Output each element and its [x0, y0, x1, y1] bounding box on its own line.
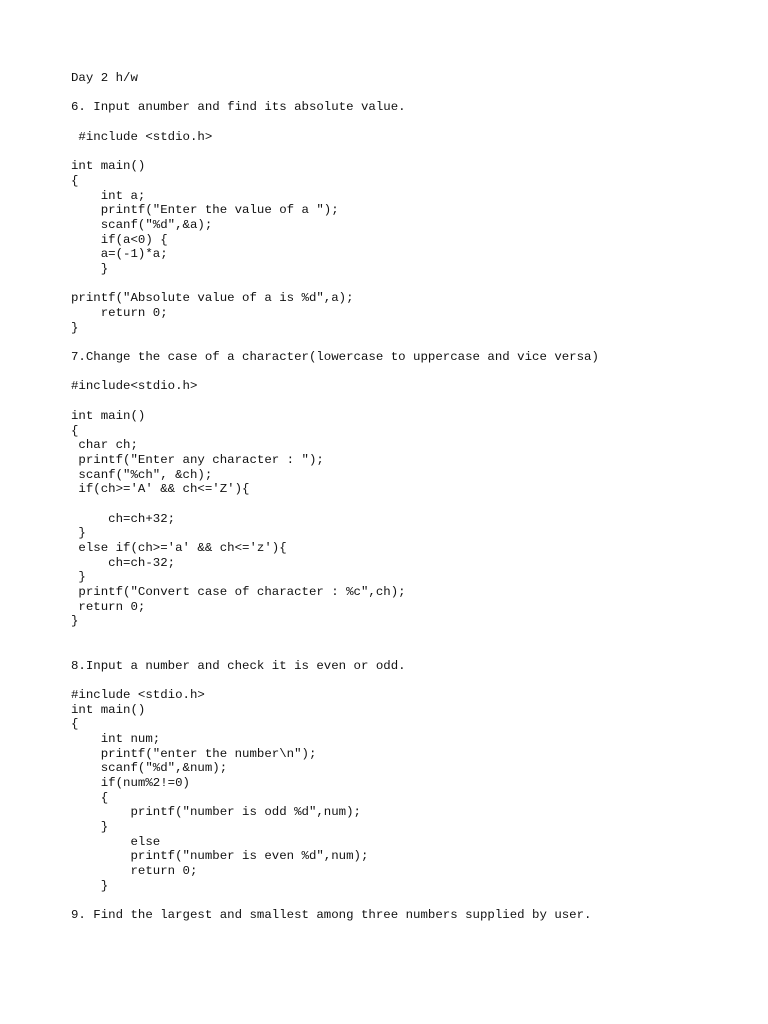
text-line: Day 2 h/w	[71, 71, 138, 85]
text-line: 7.Change the case of a character(lowercase to uppercase and vice versa)	[71, 350, 599, 365]
blank-line	[71, 277, 751, 292]
text-line: scanf("%d",&num);	[71, 761, 228, 776]
text-line: return 0;	[71, 599, 146, 614]
text-line: printf("Convert case of character : %c",ch);	[71, 585, 406, 600]
text-line: {	[71, 790, 109, 805]
text-line: scanf("%ch", &ch);	[71, 467, 213, 482]
text-line: 6. Input anumber and find its absolute value.	[71, 100, 406, 115]
text-line: printf("Enter the value of a ");	[71, 203, 339, 218]
text-line: return 0;	[71, 306, 168, 320]
blank-line	[71, 335, 751, 350]
text-line: printf("enter the number\n");	[71, 746, 317, 761]
text-line: char ch;	[71, 438, 138, 453]
text-line: ch=ch+32;	[71, 511, 176, 526]
text-line: 9. Find the largest and smallest among three numbers supplied by user.	[71, 908, 592, 923]
text-line: {	[71, 173, 79, 188]
text-line: printf("Enter any character : ");	[71, 452, 324, 467]
text-line: }	[71, 614, 79, 629]
text-line: int num;	[71, 731, 161, 746]
document-page	[71, 71, 751, 923]
text-line: ch=ch-32;	[71, 555, 176, 570]
text-line: }	[71, 526, 86, 541]
text-line: int main()	[71, 408, 146, 423]
blank-line	[71, 497, 751, 512]
text-line: if(ch>='A' && ch<='Z'){	[71, 482, 250, 497]
blank-line	[71, 86, 751, 101]
text-line: }	[71, 261, 109, 276]
text-line: #include <stdio.h>	[71, 129, 213, 144]
text-line: if(num%2!=0)	[71, 776, 190, 790]
text-line: a=(-1)*a;	[71, 247, 168, 262]
blank-line	[71, 629, 751, 644]
blank-line	[71, 673, 751, 688]
text-line: int main()	[71, 702, 146, 717]
text-line: }	[71, 320, 79, 335]
text-line: #include <stdio.h>	[71, 687, 205, 702]
text-line: int main()	[71, 159, 146, 174]
blank-line	[71, 394, 751, 409]
text-line: }	[71, 820, 109, 835]
blank-line	[71, 644, 751, 659]
blank-line	[71, 115, 751, 130]
text-line: 8.Input a number and check it is even or odd.	[71, 658, 406, 673]
blank-line	[71, 144, 751, 159]
text-line: #include<stdio.h>	[71, 379, 198, 394]
text-line: int a;	[71, 188, 146, 203]
text-line: {	[71, 423, 79, 438]
blank-line	[71, 894, 751, 909]
text-line: printf("number is even %d",num);	[71, 849, 369, 864]
blank-line	[71, 365, 751, 380]
text-line: }	[71, 570, 86, 585]
text-line: printf("number is odd %d",num);	[71, 805, 361, 820]
text-line: return 0;	[71, 864, 198, 879]
text-line: else	[71, 834, 161, 849]
text-line: }	[71, 878, 109, 893]
text-line: printf("Absolute value of a is %d",a);	[71, 291, 354, 306]
text-line: scanf("%d",&a);	[71, 217, 213, 232]
text-line: if(a<0) {	[71, 232, 168, 247]
text-line: else if(ch>='a' && ch<='z'){	[71, 541, 287, 555]
text-line: {	[71, 717, 79, 732]
